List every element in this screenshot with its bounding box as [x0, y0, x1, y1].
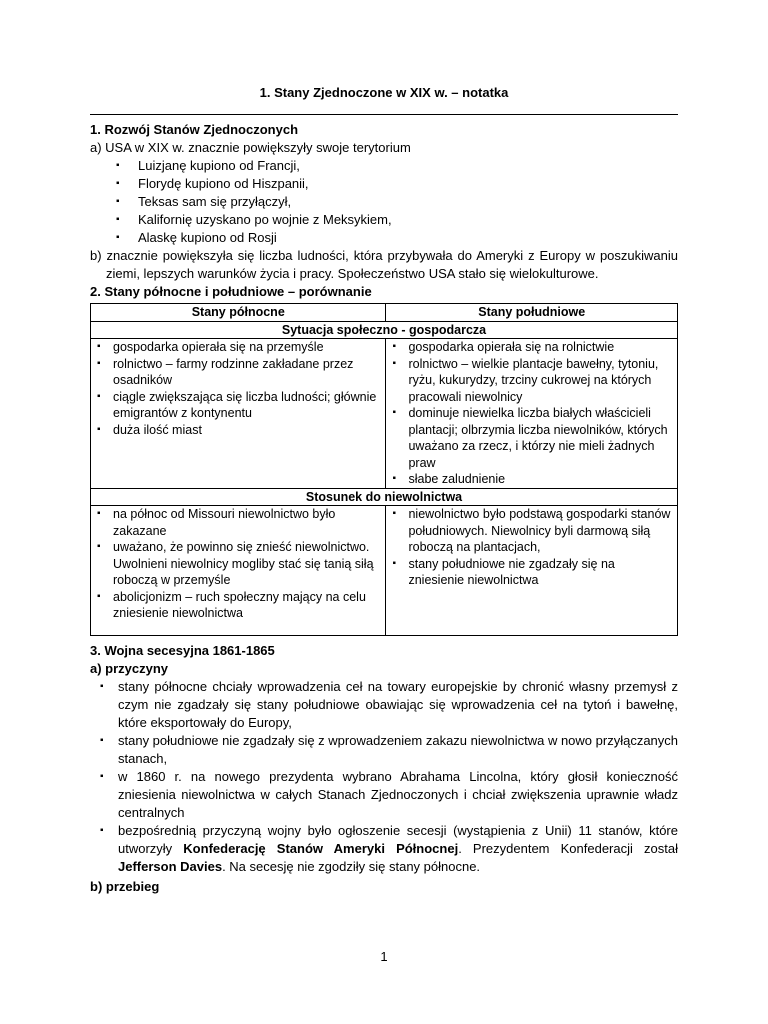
list-item: ▪ stany południowe nie zgadzały się z wprowadzeniem zakazu niewolnictwa w nowo przyłączanych stanach, [90, 732, 678, 768]
cell-north-slavery [91, 506, 386, 636]
list-item: ▪ rolnictwo – farmy rodzinne zakładane przez osadników [95, 356, 381, 389]
document-title: 1. Stany Zjednoczone w XIX w. – notatka [259, 85, 509, 100]
list-item: ▪ na północ od Missouri niewolnictwo było zakazane [95, 506, 381, 539]
confederation-name: Konfederację Stanów Ameryki Północnej [183, 841, 459, 856]
causes-list [90, 678, 678, 876]
document-page [90, 84, 678, 896]
list-item: ▪ gospodarka opierała się na rolnictwie [390, 339, 673, 356]
list-item: ▪ stany północne chciały wprowadzenia ceł na towary europejskie by chronić własny przemysł z czym nie zgadzały się stany południowe obawiając się wprowadzenia ceł na tytoń i bawełnę, które eksportowały do Europy, [90, 678, 678, 732]
cell-south-socioeconomic [386, 339, 678, 489]
list-item [90, 822, 678, 876]
page-number: 1 [380, 949, 388, 964]
list-item: ▪ niewolnictwo było podstawą gospodarki stanów południowych. Niewolnicy byli darmową siłą roboczą na plantacjach, [390, 506, 673, 556]
list-item: ▪ abolicjonizm – ruch społeczny mający na celu zniesienie niewolnictwa [95, 589, 381, 622]
list-item: ▪ słabe zaludnienie [390, 471, 673, 488]
list-item: ▪ Luizjanę kupiono od Francji, [90, 157, 678, 175]
list-item: ▪ dominuje niewielka liczba białych właścicieli plantacji; olbrzymia liczba niewolników, których uważano za rzecz, i którzy nie mieli żadnych praw [390, 405, 673, 471]
causes-heading: a) przyczyny [90, 661, 169, 676]
section2-heading: 2. Stany północne i południowe – porównanie [90, 284, 372, 299]
cause4-text: bezpośrednią przyczyną wojny było ogłoszenie secesji (wystąpienia z Unii) 11 stanów, które utworzyły [118, 823, 678, 856]
cell-north-socioeconomic [91, 339, 386, 489]
list-item: ▪ duża ilość miast [95, 422, 381, 439]
list-item: ▪ Florydę kupiono od Hiszpanii, [90, 175, 678, 193]
cause4-text: . Prezydentem Konfederacji został [458, 841, 678, 856]
comparison-table [90, 303, 678, 636]
list-item: ▪ uważano, że powinno się znieść niewolnictwo. Uwolnieni niewolnicy mogliby stać się tanią siłą roboczą w przemyśle [95, 539, 381, 589]
column-header-north: Stany północne [91, 304, 386, 322]
president-name: Jefferson Davies [118, 859, 223, 874]
territory-list [90, 157, 678, 247]
list-item: ▪ gospodarka opierała się na przemyśle [95, 339, 381, 356]
section3-heading: 3. Wojna secesyjna 1861-1865 [90, 643, 275, 658]
section1-a-text: a) USA w XIX w. znacznie powiększyły swoje terytorium [90, 140, 411, 155]
list-item: ▪ Alaskę kupiono od Rosji [90, 229, 678, 247]
list-item: ▪ ciągle zwiększająca się liczba ludności; głównie emigrantów z kontynentu [95, 389, 381, 422]
column-header-south: Stany południowe [386, 304, 678, 322]
title-rule [90, 104, 678, 115]
list-item: ▪ Teksas sam się przyłączył, [90, 193, 678, 211]
list-item: ▪ stany południowe nie zgadzały się na zniesienie niewolnictwa [390, 556, 673, 589]
section1-b-text: b) znacznie powiększyła się liczba ludności, która przybywała do Ameryki z Europy w poszukiwaniu ziemi, lepszych warunków życia i pracy. Społeczeństwo USA stało się wielokulturowe. [90, 248, 678, 281]
list-item: ▪ w 1860 r. na nowego prezydenta wybrano Abrahama Lincolna, który głosił konieczność zniesienia niewolnictwa w całych Stanach Zjednoczonych i chciał zwiększenia uprawnie władz centralnych [90, 768, 678, 822]
list-item: ▪ rolnictwo – wielkie plantacje bawełny, tytoniu, ryżu, kukurydzy, trzciny cukrowej na których pracowali niewolnicy [390, 356, 673, 406]
course-heading: b) przebieg [90, 879, 160, 894]
list-item: ▪ Kalifornię uzyskano po wojnie z Meksykiem, [90, 211, 678, 229]
cause4-text: . Na secesję nie zgodziły się stany północne. [222, 859, 481, 874]
cell-south-slavery [386, 506, 678, 636]
row-title-slavery: Stosunek do niewolnictwa [91, 488, 678, 506]
section1-heading: 1. Rozwój Stanów Zjednoczonych [90, 122, 299, 137]
row-title-socioeconomic: Sytuacja społeczno - gospodarcza [91, 321, 678, 339]
